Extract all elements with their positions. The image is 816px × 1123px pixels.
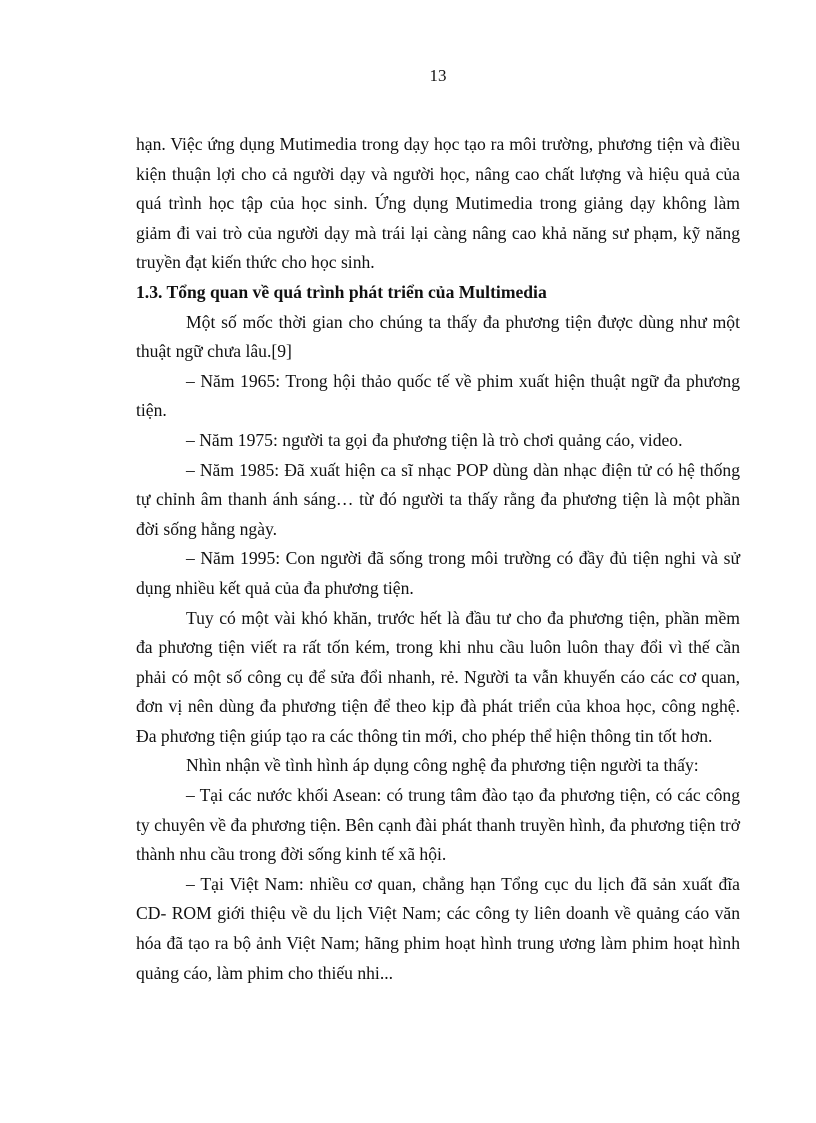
list-item-1995: – Năm 1995: Con người đã sống trong môi trường có đầy đủ tiện nghi và sử dụng nhiều kết quả của đa phương tiện. xyxy=(136,548,740,598)
list-item-1965: – Năm 1965: Trong hội thảo quốc tế về phim xuất hiện thuật ngữ đa phương tiện. xyxy=(136,370,740,421)
list-item-1985: – Năm 1985: Đã xuất hiện ca sĩ nhạc POP dùng dàn nhạc điện tử có hệ thống tự chỉnh âm thanh ánh sáng… từ đó người ta thấy rằng đa phương tiện là một phần đời sống hằng ngày. xyxy=(136,459,740,539)
list-item-asean: – Tại các nước khối Asean: có trung tâm đào tạo đa phương tiện, có các công ty chuyên về đa phương tiện. Bên cạnh đài phát thanh truyền hình, đa phương tiện trở thành nhu cầu trong đời sống kinh tế xã hội. xyxy=(136,785,740,865)
list-item-1975: – Năm 1975: người ta gọi đa phương tiện là trò chơi quảng cáo, video. xyxy=(186,429,683,450)
paragraph-difficulties: Tuy có một vài khó khăn, trước hết là đầu tư cho đa phương tiện, phần mềm đa phương tiện viết ra rất tốn kém, trong khi nhu cầu luôn luôn thay đổi vì thế cần phải có một số công cụ để sửa đổi nhanh, rẻ. Người ta vẫn khuyến cáo các cơ quan, đơn vị nên dùng đa phương tiện để theo kịp đà phát triển của khoa học, công nghệ. Đa phương tiện giúp tạo ra các thông tin mới, cho phép thể hiện thông tin tốt hơn. xyxy=(136,607,740,746)
paragraph-continuation: hạn. Việc ứng dụng Mutimedia trong dạy học tạo ra môi trường, phương tiện và điều kiện thuận lợi cho cả người dạy và người học, nâng cao chất lượng và hiệu quả của quá trình học tập của học sinh. Ứng dụng Mutimedia trong giảng dạy không làm giảm đi vai trò của người dạy mà trái lại càng nâng cao khả năng sư phạm, kỹ năng truyền đạt kiến thức cho học sinh. xyxy=(136,134,740,273)
list-item-vietnam: – Tại Việt Nam: nhiều cơ quan, chẳng hạn Tổng cục du lịch đã sản xuất đĩa CD- ROM giới thiệu về du lịch Việt Nam; các công ty liên doanh về quảng cáo văn hóa đã tạo ra bộ ảnh Việt Nam; hãng phim hoạt hình trung ương làm phim hoạt hình quảng cáo, làm phim cho thiếu nhi... xyxy=(136,873,740,983)
page-number: 13 xyxy=(429,66,447,85)
paragraph-intro: Một số mốc thời gian cho chúng ta thấy đa phương tiện được dùng như một thuật ngữ chưa lâu.[9] xyxy=(136,311,740,362)
section-heading: 1.3. Tổng quan về quá trình phát triển của Multimedia xyxy=(136,281,547,302)
document-body xyxy=(136,130,740,988)
paragraph-assessment: Nhìn nhận về tình hình áp dụng công nghệ đa phương tiện người ta thấy: xyxy=(186,755,699,776)
